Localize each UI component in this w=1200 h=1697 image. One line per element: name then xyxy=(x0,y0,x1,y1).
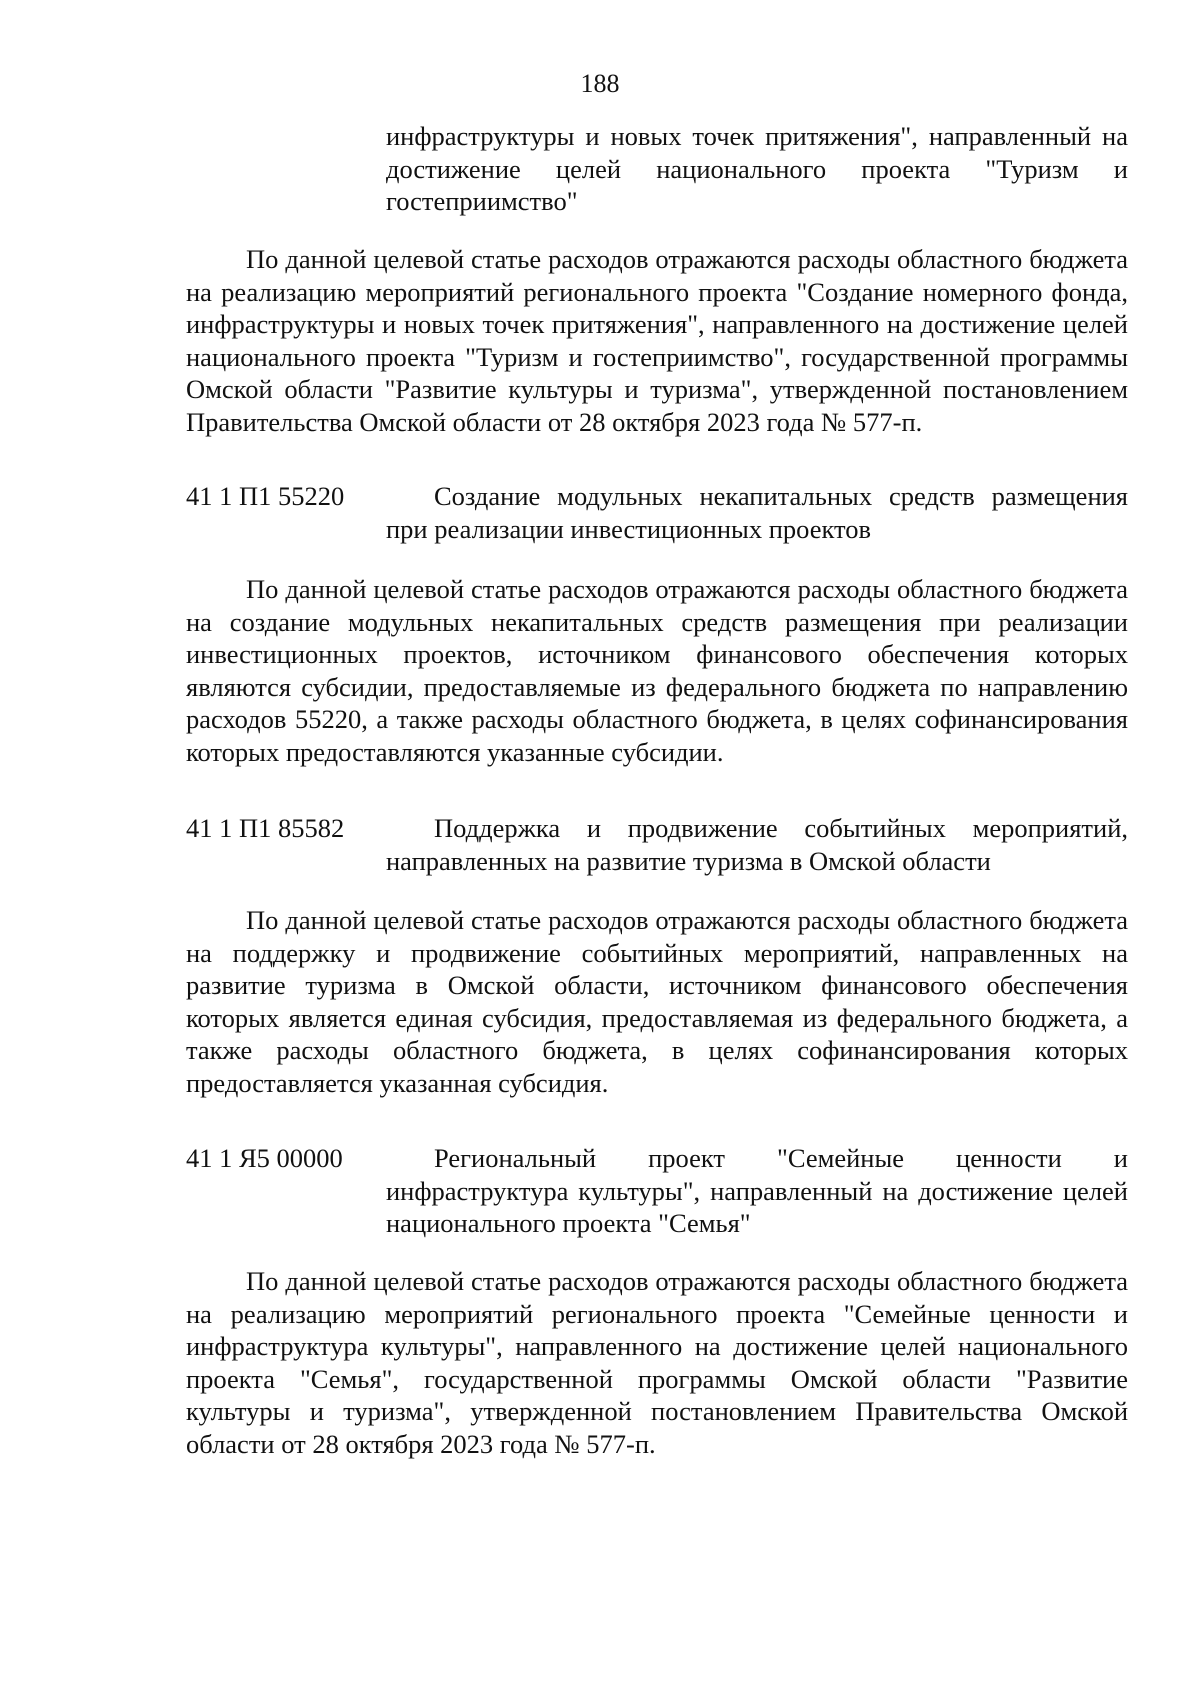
entry-title: Региональный проект "Семейные ценности и инфраструктура культуры", направленный на достижение целей национального проекта "Семья" xyxy=(386,1143,1128,1238)
paragraph-text: По данной целевой статье расходов отражаются расходы областного бюджета на реализацию мероприятий регионального проекта "Семейные ценности и инфраструктура культуры", направленного на достижение целей национального проекта "Семья", государственной программы Омской области "Развитие культуры и туризма", утвержденной постановлением Правительства Омской области от 28 октября 2023 года № 577-п. xyxy=(186,1266,1128,1459)
continuation-title: инфраструктуры и новых точек притяжения", направленный на достижение целей национального проекта "Туризм и гостеприимство" xyxy=(386,121,1128,216)
entry-description xyxy=(186,904,1128,1099)
budget-entry xyxy=(186,1142,1128,1240)
paragraph xyxy=(186,243,1128,438)
entry-description xyxy=(186,1265,1128,1460)
budget-entry xyxy=(186,812,1128,877)
entry-title: Создание модульных некапитальных средств размещения при реализации инвестиционных проектов xyxy=(386,481,1128,544)
entry-description xyxy=(186,573,1128,768)
budget-entry xyxy=(186,480,1128,545)
entry-title: Поддержка и продвижение событийных мероприятий, направленных на развитие туризма в Омской области xyxy=(386,813,1128,876)
paragraph-text: По данной целевой статье расходов отражаются расходы областного бюджета на реализацию мероприятий регионального проекта "Создание номерного фонда, инфраструктуры и новых точек притяжения", направленного на достижение целей национального проекта "Туризм и гостеприимство", государственной программы Омской области "Развитие культуры и туризма", утвержденной постановлением Правительства Омской области от 28 октября 2023 года № 577-п. xyxy=(186,244,1128,437)
paragraph-text: По данной целевой статье расходов отражаются расходы областного бюджета на поддержку и продвижение событийных мероприятий, направленных на развитие туризма в Омской области, источником финансового обеспечения которых является единая субсидия, предоставляемая из федерального бюджета, а также расходы областного бюджета, в целях софинансирования которых предоставляется указанная субсидия. xyxy=(186,905,1128,1098)
entry-code: 41 1 П1 85582 xyxy=(186,813,345,843)
paragraph-text: По данной целевой статье расходов отражаются расходы областного бюджета на создание модульных некапитальных средств размещения при реализации инвестиционных проектов, источником финансового обеспечения которых являются субсидии, предоставляемые из федерального бюджета по направлению расходов 55220, а также расходы областного бюджета, в целях софинансирования которых предоставляются указанные субсидии. xyxy=(186,574,1128,767)
page-number: 188 xyxy=(580,69,620,98)
entry-code: 41 1 П1 55220 xyxy=(186,481,345,511)
entry-code: 41 1 Я5 00000 xyxy=(186,1143,343,1173)
